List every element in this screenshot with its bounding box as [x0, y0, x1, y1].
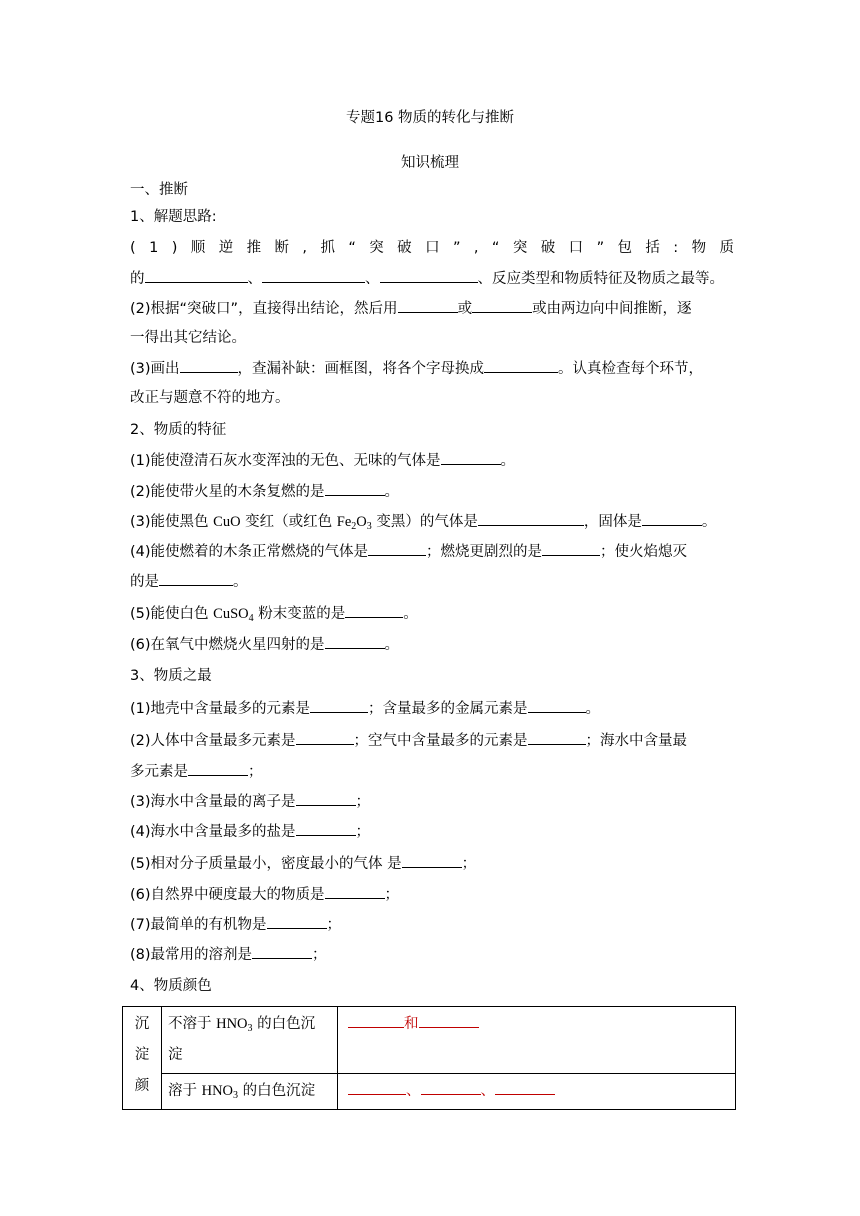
blank[interactable] — [159, 571, 233, 586]
para-2-line-1: (2)根据“突破口”，直接得出结论，然后用 或 或由两边向中间推断，逐 — [130, 298, 734, 319]
char: 括 — [645, 240, 660, 256]
superlative-3: (3)海水中含量最的离子是 ； — [130, 791, 734, 812]
para-1-line-2: 的 、 、 、反应类型和物质特征及物质之最等。 — [130, 268, 734, 289]
blank[interactable] — [642, 511, 702, 526]
blank[interactable] — [402, 853, 462, 868]
superlative-1: (1)地壳中含量最多的元素是 ；含量最多的金属元素是 。 — [130, 698, 734, 719]
blank[interactable] — [495, 1080, 555, 1095]
blank[interactable] — [296, 730, 354, 745]
feature-5: (5)能使白色 CuSO$_4$ 粉末变蓝的是 。 — [130, 603, 734, 624]
blank[interactable] — [325, 634, 385, 649]
blank[interactable] — [325, 884, 385, 899]
answer-cell-soluble: 、 、 — [338, 1074, 736, 1110]
char: ) — [171, 240, 178, 256]
feature-2: (2)能使带火星的木条复燃的是 。 — [130, 481, 734, 502]
char: , — [473, 240, 479, 256]
blank[interactable] — [262, 268, 365, 283]
blank[interactable] — [398, 298, 458, 313]
superlative-2-line-1: (2)人体中含量最多元素是 ；空气中含量最多的元素是 ；海水中含量最 — [130, 730, 734, 751]
char: 口 — [568, 240, 584, 256]
superlative-4: (4)海水中含量最多的盐是 ； — [130, 821, 734, 842]
char: 破 — [540, 240, 556, 256]
para-1-line-1 — [130, 238, 734, 258]
blank[interactable] — [348, 1013, 404, 1028]
char: 突 — [512, 240, 528, 256]
blank[interactable] — [478, 511, 584, 526]
para-3-line-2: 改正与题意不符的地方。 — [130, 390, 290, 406]
char: 1 — [149, 240, 159, 256]
superlative-6: (6)自然界中硬度最大的物质是 ； — [130, 884, 734, 905]
char: 口 — [425, 240, 440, 256]
feature-1: (1)能使澄清石灰水变浑浊的无色、无味的气体是 。 — [130, 450, 734, 471]
char: “ — [348, 240, 356, 256]
blank[interactable] — [421, 1080, 481, 1095]
blank[interactable] — [325, 481, 385, 496]
blank[interactable] — [188, 761, 248, 776]
char: 逆 — [218, 240, 234, 256]
char: 断 — [274, 240, 290, 256]
blank[interactable] — [180, 358, 238, 373]
char: 抓 — [320, 240, 335, 256]
section-subtitle: 知识梳理 — [401, 155, 459, 171]
blank[interactable] — [145, 268, 248, 283]
superlative-5: (5)相对分子质量最小，密度最小的气体 是 ； — [130, 853, 734, 874]
blank[interactable] — [441, 450, 501, 465]
document-title: 专题16 物质的转化与推断 — [345, 110, 515, 126]
row-label-soluble: 溶于 $HNO_3$ 的白色沉淀 — [162, 1074, 338, 1110]
blank[interactable] — [368, 541, 426, 556]
char: , — [302, 240, 308, 256]
heading-superlatives: 3、物质之最 — [130, 668, 212, 684]
blank[interactable] — [348, 1080, 406, 1095]
heading-substance-features: 2、物质的特征 — [130, 422, 227, 438]
table-row — [123, 1074, 736, 1110]
blank[interactable] — [267, 914, 327, 929]
char: 推 — [246, 240, 262, 256]
blank[interactable] — [296, 791, 356, 806]
feature-4-line-2: 的是 。 — [130, 571, 734, 592]
blank[interactable] — [345, 603, 403, 618]
char: ( — [130, 240, 136, 256]
superlative-7: (7)最简单的有机物是 ； — [130, 914, 734, 935]
blank[interactable] — [528, 730, 586, 745]
char: : — [673, 240, 679, 256]
feature-4-line-1: (4)能使燃着的木条正常燃烧的气体是 ；燃烧更剧烈的是 ；使火焰熄灭 — [130, 541, 734, 562]
row-label-insoluble: 不溶于 $HNO_3$ 的白色沉 淀 — [162, 1007, 338, 1074]
precipitate-color-table — [122, 1006, 736, 1110]
answer-cell-insoluble: 和 — [338, 1007, 736, 1074]
superlative-2-line-2: 多元素是 ； — [130, 761, 734, 782]
heading-substance-colors: 4、物质颜色 — [130, 978, 212, 994]
para-3-line-1: (3)画出 ，查漏补缺：画框图，将各个字母换成 。认真检查每个环节， — [130, 358, 734, 379]
char: 物 — [691, 240, 707, 256]
char: 顺 — [190, 240, 206, 256]
blank[interactable] — [252, 944, 312, 959]
para-2-line-2: 一得出其它结论。 — [130, 330, 246, 346]
blank[interactable] — [542, 541, 600, 556]
char: 突 — [369, 240, 384, 256]
char: “ — [491, 240, 500, 256]
blank[interactable] — [484, 358, 558, 373]
superlative-8: (8)最常用的溶剂是 ； — [130, 944, 734, 965]
table-row — [123, 1007, 736, 1074]
blank[interactable] — [310, 698, 368, 713]
blank[interactable] — [380, 268, 478, 283]
feature-3: (3)能使黑色 CuO 变红（或红色 $Fe_2O_3$ 变黑）的气体是 ，固体是 。 — [130, 511, 734, 532]
char: 包 — [617, 240, 632, 256]
char: 质 — [719, 240, 734, 256]
blank[interactable] — [528, 698, 586, 713]
feature-6: (6)在氧气中燃烧火星四射的是 。 — [130, 634, 734, 655]
char: ” — [452, 240, 461, 256]
side-label-cell: 沉 淀 颜 — [123, 1007, 162, 1110]
heading-inference: 一、推断 — [130, 182, 188, 198]
blank[interactable] — [296, 821, 356, 836]
heading-solving-approach: 1、解题思路: — [130, 209, 217, 225]
blank[interactable] — [419, 1013, 479, 1028]
char: ” — [596, 240, 605, 256]
char: 破 — [397, 240, 412, 256]
blank[interactable] — [472, 298, 532, 313]
